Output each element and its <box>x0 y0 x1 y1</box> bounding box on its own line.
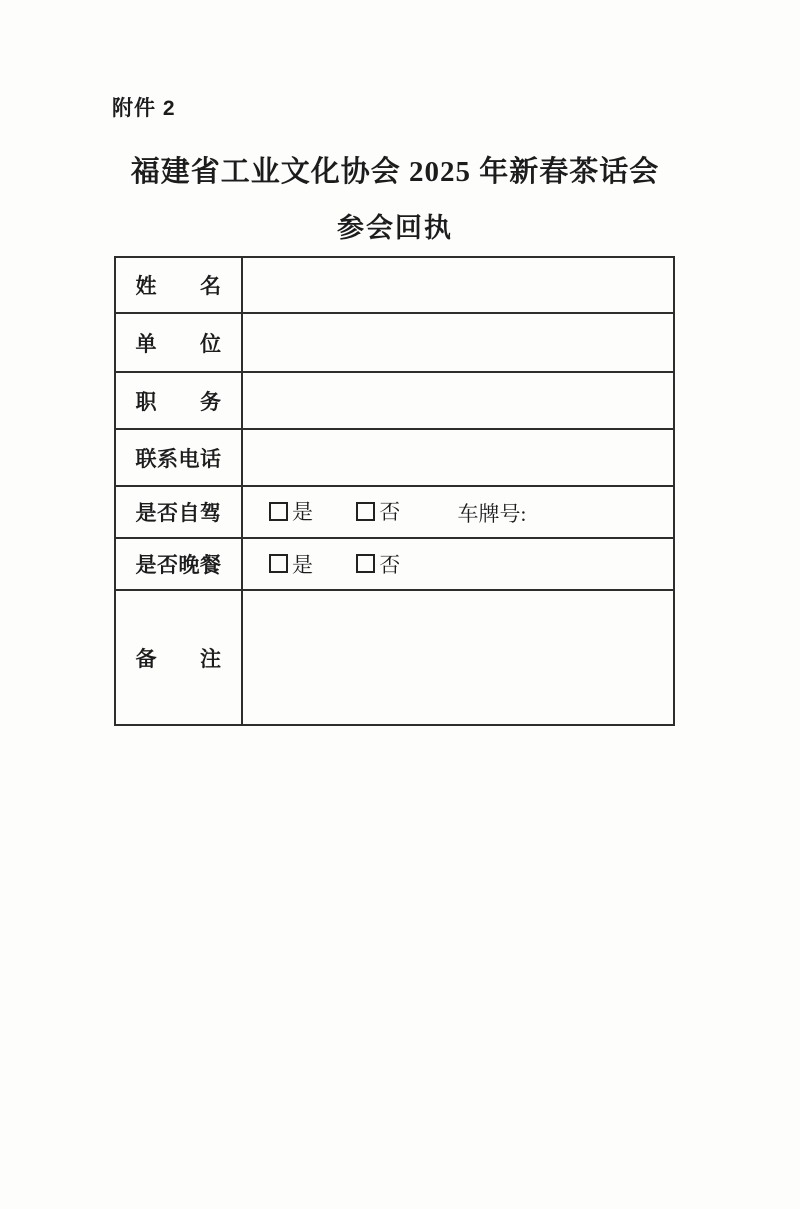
checkbox-icon <box>356 502 375 521</box>
document-title: 福建省工业文化协会 2025 年新春茶话会 <box>130 156 660 188</box>
table-row-dinner <box>115 538 674 590</box>
plate-number-label: 车牌号: <box>457 501 527 526</box>
checkbox-icon <box>269 554 288 573</box>
option-label: 否 <box>379 552 401 577</box>
row-value-self-drive <box>242 486 674 538</box>
attachment-label: 附件 2 <box>112 97 176 120</box>
option-label: 否 <box>379 500 401 525</box>
row-label-remarks: 备 注 <box>115 590 242 725</box>
checkbox-icon <box>269 502 288 521</box>
option-dinner-yes <box>269 549 313 579</box>
row-label-self-drive: 是否自驾 <box>115 486 242 538</box>
option-label: 是 <box>292 552 313 577</box>
row-value-name <box>242 257 674 313</box>
table-row-self-drive <box>115 486 674 538</box>
reply-form-table <box>114 256 675 726</box>
table-row-remarks <box>115 590 674 725</box>
row-label-organization: 单 位 <box>115 313 242 372</box>
row-label-phone: 联系电话 <box>115 429 242 486</box>
checkbox-icon <box>356 554 375 573</box>
table-row-organization <box>115 313 674 372</box>
row-value-organization <box>242 313 674 372</box>
row-value-position <box>242 372 674 429</box>
table-row-name <box>115 257 674 313</box>
row-value-phone <box>242 429 674 486</box>
document-subtitle: 参会回执 <box>337 213 453 243</box>
option-self-drive-no <box>356 496 400 526</box>
table-row-position <box>115 372 674 429</box>
option-label: 是 <box>292 500 313 525</box>
row-value-dinner <box>242 538 674 590</box>
option-self-drive-yes <box>269 496 313 526</box>
row-label-name: 姓 名 <box>115 257 242 313</box>
row-label-position: 职 务 <box>115 372 242 429</box>
table-row-phone <box>115 429 674 486</box>
row-label-dinner: 是否晚餐 <box>115 538 242 590</box>
row-value-remarks <box>242 590 674 725</box>
option-dinner-no <box>356 549 400 579</box>
